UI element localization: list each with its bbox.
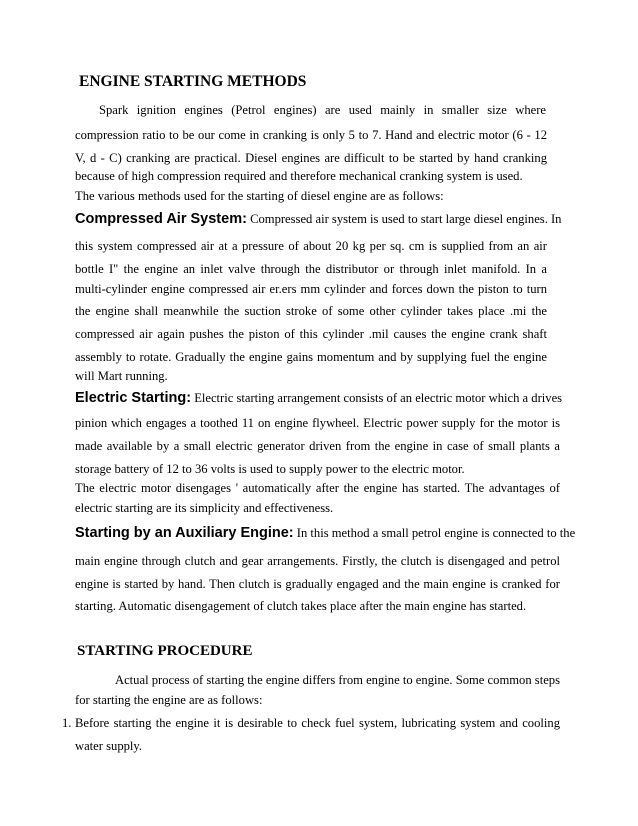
compressed-air-line-6: compressed air again pushes the piston of this cylinder .mil causes the engine crank shaft xyxy=(75,327,547,341)
list-item-1-line-1: Before starting the engine it is desirable to check fuel system, lubricating system and cooling xyxy=(75,716,560,730)
compressed-air-line-5: the engine shall meanwhile the suction stroke of some other cylinder takes place .mi the xyxy=(75,304,547,318)
compressed-air-line-4: multi-cylinder engine compressed air er.ers mm cylinder and forces down the piston to turn xyxy=(75,282,547,296)
section-title-starting-procedure: STARTING PROCEDURE xyxy=(77,643,253,659)
auxiliary-paragraph-first-line xyxy=(75,525,576,541)
auxiliary-line-2: main engine through clutch and gear arrangements. Firstly, the clutch is disengaged and petrol xyxy=(75,554,560,568)
compressed-air-heading: Compressed Air System: xyxy=(75,211,247,227)
procedure-intro-line-2: for starting the engine are as follows: xyxy=(75,693,263,707)
intro-line-2: compression ratio to be our come in cranking is only 5 to 7. Hand and electric motor (6 - 12 xyxy=(75,128,547,142)
electric-line-6: electric starting are its simplicity and effectiveness. xyxy=(75,501,334,515)
compressed-air-line-7: assembly to rotate. Gradually the engine gains momentum and by supplying fuel the engine xyxy=(75,350,547,364)
intro-line-1: Spark ignition engines (Petrol engines) are used mainly in smaller size where xyxy=(99,103,546,117)
compressed-air-line-8: will Mart running. xyxy=(75,369,168,383)
electric-paragraph-first-line xyxy=(75,390,563,406)
compressed-air-line-2: this system compressed air at a pressure of about 20 kg per sq. cm is supplied from an air xyxy=(75,239,547,253)
intro-line-4: because of high compression required and therefore mechanical cranking system is used. xyxy=(75,169,523,183)
auxiliary-first-line: In this method a small petrol engine is connected to the xyxy=(296,526,576,540)
procedure-intro-line-1: Actual process of starting the engine differs from engine to engine. Some common steps xyxy=(115,673,560,687)
auxiliary-engine-heading: Starting by an Auxiliary Engine: xyxy=(75,525,294,541)
intro-line-3: V, d - C) cranking are practical. Diesel engines are difficult to be started by hand cranking xyxy=(75,151,547,165)
list-item-1-line-2: water supply. xyxy=(75,739,143,753)
compressed-air-line-3: bottle I" the engine an inlet valve through the distributor or through inlet manifold. In a xyxy=(75,262,547,276)
electric-line-4: storage battery of 12 to 36 volts is used to supply power to the electric motor. xyxy=(75,462,465,476)
electric-starting-heading: Electric Starting: xyxy=(75,390,192,406)
compressed-air-first-line: Compressed air system is used to start large diesel engines. In xyxy=(250,212,562,226)
section-title-engine-starting-methods: ENGINE STARTING METHODS xyxy=(79,73,307,90)
electric-line-3: made available by a small electric generator driven from the engine in case of small plants a xyxy=(75,439,560,453)
electric-line-5: The electric motor disengages ' automatically after the engine has started. The advantages of xyxy=(75,481,560,495)
intro-line-5: The various methods used for the starting of diesel engine are as follows: xyxy=(75,189,444,203)
list-number-1: 1. xyxy=(62,716,72,730)
auxiliary-line-4: starting. Automatic disengagement of clutch takes place after the main engine has started. xyxy=(75,599,527,613)
electric-first-line: Electric starting arrangement consists of an electric motor which a drives xyxy=(194,391,563,405)
auxiliary-line-3: engine is started by hand. Then clutch is gradually engaged and the main engine is cranked for xyxy=(75,577,560,591)
electric-line-2: pinion which engages a toothed 11 on engine flywheel. Electric power supply for the motor is xyxy=(75,416,560,430)
compressed-air-paragraph-first-line xyxy=(75,211,562,227)
